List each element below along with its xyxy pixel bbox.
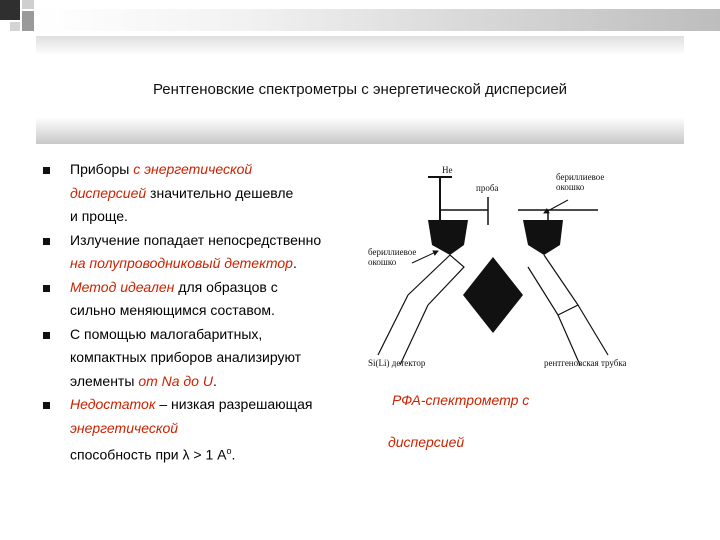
caption-line-2: дисперсией (388, 434, 465, 450)
bullet-text: значительно дешевле (146, 184, 294, 201)
label-sample: проба (476, 183, 499, 193)
bullet-text: Излучение попадает непосредственно (70, 231, 322, 248)
bullet-line (70, 299, 370, 323)
bullet-line (70, 182, 370, 206)
bullet-item (40, 393, 370, 467)
bullet-text: . (212, 372, 217, 389)
label-detector: Si(Li) детектор (368, 358, 426, 368)
corner-square-small (10, 22, 20, 31)
bullet-line (70, 417, 370, 441)
bullet-line (70, 158, 370, 182)
bullet-line (70, 276, 370, 300)
label-tube: рентгеновская трубка (544, 358, 627, 368)
bullet-item (40, 276, 370, 323)
highlight-text: с энергетической (133, 161, 253, 177)
bullet-line (70, 393, 370, 417)
bullet-text: Приборы (70, 161, 134, 177)
bullet-text: способность при λ > 1 A (70, 446, 227, 463)
bullet-text: С помощью малогабаритных, (70, 325, 263, 342)
corner-square-dark (0, 0, 20, 20)
bullet-text: и проще. (70, 208, 128, 224)
tube-head (523, 220, 563, 255)
bullet-square-icon (43, 285, 50, 292)
bullet-line (70, 323, 370, 347)
bullet-line (70, 205, 370, 229)
he-bracket (428, 177, 452, 225)
spectrometer-diagram (368, 155, 638, 380)
bullet-square-icon (43, 332, 50, 339)
bullet-line (70, 440, 370, 467)
bullet-text: – низкая разрешающая (155, 396, 313, 412)
bullet-square-icon (43, 167, 50, 174)
label-window-left: бериллиевое окошко (368, 247, 417, 267)
bullet-text: для образцов с (174, 278, 278, 295)
highlight-text: Недостаток (70, 396, 156, 412)
bullet-square-icon (43, 402, 50, 409)
bullet-item (40, 323, 370, 394)
bullet-line (70, 229, 370, 253)
bullet-line (70, 346, 370, 370)
bullet-text: o (226, 446, 232, 456)
detector-head (428, 220, 468, 255)
bullet-line (70, 370, 370, 394)
bullet-square-icon (43, 238, 50, 245)
caption-line-1: РФА-спектрометр с (392, 392, 530, 408)
slide-title: Рентгеновские спектрометры с энергетической дисперсией (152, 81, 568, 98)
bullet-list (40, 158, 370, 467)
label-he: He (442, 165, 453, 175)
highlight-text: от Na до U (138, 372, 213, 389)
bullet-text: компактных приборов анализируют (70, 349, 302, 365)
highlight-text: энергетической (70, 419, 179, 436)
label-window-top: бериллиевое окошко (556, 172, 605, 192)
top-decor-bar (36, 9, 720, 31)
bullet-text: сильно меняющимся составом. (70, 302, 275, 318)
title-panel (36, 36, 684, 144)
bullet-text: . (292, 255, 297, 271)
bullet-line (70, 252, 370, 276)
highlight-text: на полупроводниковый детектор (70, 255, 293, 271)
bullet-text: . (231, 446, 236, 463)
highlight-text: дисперсией (70, 184, 147, 201)
corner-square-light (22, 0, 34, 9)
bullet-item (40, 158, 370, 229)
sample-diamond (463, 257, 523, 333)
bullet-item (40, 229, 370, 276)
bullet-text: элементы (70, 372, 139, 389)
highlight-text: Метод идеален (70, 278, 175, 295)
corner-square-mid (22, 11, 34, 31)
